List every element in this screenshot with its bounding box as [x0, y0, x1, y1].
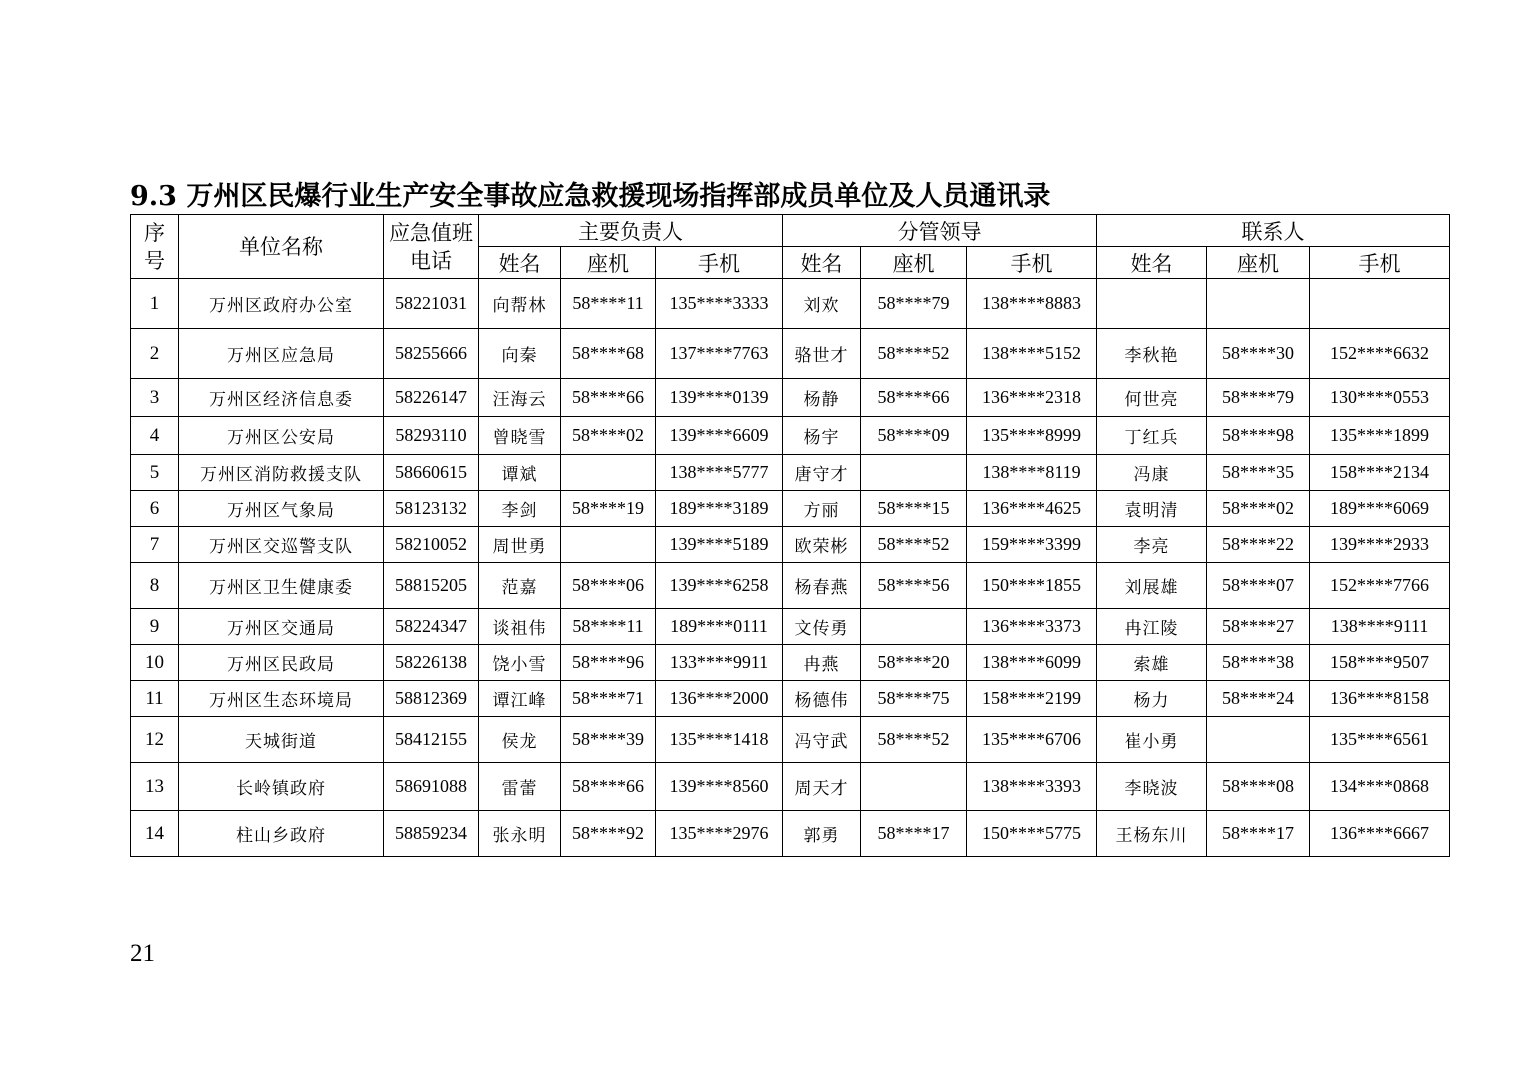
cell-contact-name: 李亮 [1097, 527, 1207, 563]
table-row [131, 717, 1450, 763]
document-title: 9.3 万州区民爆行业生产安全事故应急救援现场指挥部成员单位及人员通讯录 [130, 181, 1051, 212]
cell-contact-landline [1207, 717, 1310, 763]
cell-main-name: 向秦 [479, 329, 561, 379]
cell-contact-mobile: 158****9507 [1310, 645, 1450, 681]
header-deputy-landline: 座机 [861, 247, 967, 279]
table-header [131, 215, 1450, 279]
cell-main-landline [561, 455, 656, 491]
cell-duty-phone: 58412155 [384, 717, 479, 763]
cell-deputy-name: 杨德伟 [783, 681, 861, 717]
cell-main-name: 谭江峰 [479, 681, 561, 717]
table-row [131, 329, 1450, 379]
cell-deputy-landline: 58****17 [861, 811, 967, 857]
cell-deputy-landline [861, 455, 967, 491]
header-group-main: 主要负责人 [479, 215, 783, 247]
cell-main-mobile: 139****8560 [656, 763, 783, 811]
cell-main-name: 侯龙 [479, 717, 561, 763]
cell-duty-phone: 58815205 [384, 563, 479, 609]
cell-deputy-name: 冉燕 [783, 645, 861, 681]
cell-main-landline: 58****11 [561, 279, 656, 329]
cell-main-mobile: 138****5777 [656, 455, 783, 491]
cell-main-name: 汪海云 [479, 379, 561, 417]
cell-contact-mobile: 139****2933 [1310, 527, 1450, 563]
cell-contact-landline: 58****30 [1207, 329, 1310, 379]
cell-main-mobile: 139****5189 [656, 527, 783, 563]
cell-main-name: 向帮林 [479, 279, 561, 329]
cell-contact-landline: 58****24 [1207, 681, 1310, 717]
page-number: 21 [130, 940, 155, 967]
cell-main-landline: 58****02 [561, 417, 656, 455]
table-row [131, 379, 1450, 417]
cell-contact-landline: 58****35 [1207, 455, 1310, 491]
cell-deputy-name: 杨春燕 [783, 563, 861, 609]
cell-contact-mobile: 152****7766 [1310, 563, 1450, 609]
cell-deputy-name: 刘欢 [783, 279, 861, 329]
cell-seq: 11 [131, 681, 179, 717]
cell-contact-name: 李秋艳 [1097, 329, 1207, 379]
header-duty-line1: 应急值班 [389, 220, 473, 245]
cell-contact-mobile: 138****9111 [1310, 609, 1450, 645]
cell-unit: 柱山乡政府 [179, 811, 384, 857]
cell-contact-name: 袁明清 [1097, 491, 1207, 527]
cell-seq: 9 [131, 609, 179, 645]
cell-main-name: 谭斌 [479, 455, 561, 491]
cell-deputy-mobile: 150****5775 [967, 811, 1097, 857]
cell-deputy-mobile: 150****1855 [967, 563, 1097, 609]
table-row [131, 279, 1450, 329]
cell-contact-mobile: 136****6667 [1310, 811, 1450, 857]
table-row [131, 681, 1450, 717]
cell-contact-mobile: 136****8158 [1310, 681, 1450, 717]
cell-main-mobile: 133****9911 [656, 645, 783, 681]
cell-main-landline: 58****68 [561, 329, 656, 379]
header-contact-name: 姓名 [1097, 247, 1207, 279]
cell-main-name: 周世勇 [479, 527, 561, 563]
header-group-deputy: 分管领导 [783, 215, 1097, 247]
cell-deputy-mobile: 136****4625 [967, 491, 1097, 527]
header-group-contact: 联系人 [1097, 215, 1450, 247]
cell-seq: 1 [131, 279, 179, 329]
table-row [131, 455, 1450, 491]
cell-seq: 13 [131, 763, 179, 811]
cell-contact-landline: 58****38 [1207, 645, 1310, 681]
table-row [131, 417, 1450, 455]
cell-seq: 14 [131, 811, 179, 857]
cell-deputy-mobile: 138****3393 [967, 763, 1097, 811]
cell-main-name: 雷蕾 [479, 763, 561, 811]
cell-main-name: 曾晓雪 [479, 417, 561, 455]
cell-deputy-landline [861, 763, 967, 811]
cell-deputy-mobile: 159****3399 [967, 527, 1097, 563]
cell-deputy-landline: 58****52 [861, 527, 967, 563]
cell-main-mobile: 135****3333 [656, 279, 783, 329]
cell-contact-landline [1207, 279, 1310, 329]
cell-deputy-landline: 58****09 [861, 417, 967, 455]
header-deputy-name: 姓名 [783, 247, 861, 279]
cell-contact-name: 索雄 [1097, 645, 1207, 681]
table-row [131, 527, 1450, 563]
table-row [131, 563, 1450, 609]
cell-main-mobile: 135****1418 [656, 717, 783, 763]
cell-main-landline: 58****66 [561, 763, 656, 811]
cell-contact-name: 冉江陵 [1097, 609, 1207, 645]
cell-duty-phone: 58226147 [384, 379, 479, 417]
table-body [131, 279, 1450, 857]
cell-deputy-name: 周天才 [783, 763, 861, 811]
cell-unit: 万州区卫生健康委 [179, 563, 384, 609]
cell-main-mobile: 189****0111 [656, 609, 783, 645]
cell-contact-name [1097, 279, 1207, 329]
cell-main-name: 李剑 [479, 491, 561, 527]
cell-deputy-name: 文传勇 [783, 609, 861, 645]
cell-deputy-name: 冯守武 [783, 717, 861, 763]
cell-main-mobile: 139****0139 [656, 379, 783, 417]
table-row [131, 811, 1450, 857]
cell-contact-mobile: 135****1899 [1310, 417, 1450, 455]
cell-main-name: 范嘉 [479, 563, 561, 609]
cell-main-mobile: 189****3189 [656, 491, 783, 527]
cell-deputy-name: 唐守才 [783, 455, 861, 491]
cell-deputy-landline: 58****52 [861, 329, 967, 379]
cell-contact-landline: 58****07 [1207, 563, 1310, 609]
cell-contact-name: 冯康 [1097, 455, 1207, 491]
cell-seq: 6 [131, 491, 179, 527]
cell-duty-phone: 58812369 [384, 681, 479, 717]
cell-deputy-mobile: 136****2318 [967, 379, 1097, 417]
cell-contact-mobile: 189****6069 [1310, 491, 1450, 527]
cell-unit: 万州区交通局 [179, 609, 384, 645]
cell-main-name: 饶小雪 [479, 645, 561, 681]
header-unit: 单位名称 [179, 215, 384, 279]
cell-deputy-mobile: 138****6099 [967, 645, 1097, 681]
cell-contact-name: 刘展雄 [1097, 563, 1207, 609]
cell-duty-phone: 58226138 [384, 645, 479, 681]
cell-main-name: 张永明 [479, 811, 561, 857]
cell-deputy-landline: 58****75 [861, 681, 967, 717]
cell-deputy-landline: 58****20 [861, 645, 967, 681]
cell-duty-phone: 58221031 [384, 279, 479, 329]
cell-contact-mobile: 135****6561 [1310, 717, 1450, 763]
cell-seq: 2 [131, 329, 179, 379]
cell-deputy-mobile: 135****8999 [967, 417, 1097, 455]
cell-main-landline: 58****39 [561, 717, 656, 763]
header-contact-landline: 座机 [1207, 247, 1310, 279]
header-row-groups [131, 215, 1450, 247]
cell-unit: 万州区交巡警支队 [179, 527, 384, 563]
cell-deputy-landline: 58****15 [861, 491, 967, 527]
cell-main-landline: 58****92 [561, 811, 656, 857]
cell-contact-landline: 58****08 [1207, 763, 1310, 811]
header-seq-line2: 号 [144, 248, 165, 273]
header-duty-phone [384, 215, 479, 279]
cell-deputy-name: 骆世才 [783, 329, 861, 379]
cell-contact-landline: 58****22 [1207, 527, 1310, 563]
cell-deputy-landline: 58****79 [861, 279, 967, 329]
cell-deputy-mobile: 135****6706 [967, 717, 1097, 763]
cell-duty-phone: 58660615 [384, 455, 479, 491]
cell-deputy-landline: 58****52 [861, 717, 967, 763]
cell-seq: 8 [131, 563, 179, 609]
cell-seq: 5 [131, 455, 179, 491]
cell-contact-landline: 58****27 [1207, 609, 1310, 645]
header-main-name: 姓名 [479, 247, 561, 279]
cell-contact-mobile [1310, 279, 1450, 329]
cell-main-mobile: 137****7763 [656, 329, 783, 379]
cell-contact-mobile: 130****0553 [1310, 379, 1450, 417]
cell-unit: 万州区应急局 [179, 329, 384, 379]
contact-table [130, 214, 1450, 857]
cell-unit: 万州区消防救援支队 [179, 455, 384, 491]
cell-deputy-mobile: 138****5152 [967, 329, 1097, 379]
cell-contact-name: 李晓波 [1097, 763, 1207, 811]
cell-deputy-mobile: 138****8883 [967, 279, 1097, 329]
cell-main-landline [561, 527, 656, 563]
cell-unit: 万州区政府办公室 [179, 279, 384, 329]
cell-main-mobile: 139****6609 [656, 417, 783, 455]
cell-duty-phone: 58859234 [384, 811, 479, 857]
cell-deputy-landline: 58****56 [861, 563, 967, 609]
cell-duty-phone: 58691088 [384, 763, 479, 811]
cell-contact-name: 崔小勇 [1097, 717, 1207, 763]
cell-deputy-name: 杨宇 [783, 417, 861, 455]
header-deputy-mobile: 手机 [967, 247, 1097, 279]
cell-main-landline: 58****71 [561, 681, 656, 717]
cell-deputy-name: 欧荣彬 [783, 527, 861, 563]
cell-main-mobile: 139****6258 [656, 563, 783, 609]
cell-seq: 10 [131, 645, 179, 681]
cell-unit: 万州区生态环境局 [179, 681, 384, 717]
cell-duty-phone: 58210052 [384, 527, 479, 563]
cell-deputy-landline: 58****66 [861, 379, 967, 417]
cell-main-landline: 58****06 [561, 563, 656, 609]
cell-contact-mobile: 158****2134 [1310, 455, 1450, 491]
cell-seq: 7 [131, 527, 179, 563]
cell-duty-phone: 58224347 [384, 609, 479, 645]
cell-contact-mobile: 152****6632 [1310, 329, 1450, 379]
cell-contact-landline: 58****79 [1207, 379, 1310, 417]
cell-contact-landline: 58****02 [1207, 491, 1310, 527]
header-duty-line2: 电话 [410, 248, 452, 273]
cell-contact-landline: 58****17 [1207, 811, 1310, 857]
cell-deputy-name: 郭勇 [783, 811, 861, 857]
cell-deputy-mobile: 138****8119 [967, 455, 1097, 491]
cell-main-mobile: 135****2976 [656, 811, 783, 857]
cell-unit: 万州区气象局 [179, 491, 384, 527]
cell-main-landline: 58****11 [561, 609, 656, 645]
cell-contact-name: 丁红兵 [1097, 417, 1207, 455]
cell-main-name: 谈祖伟 [479, 609, 561, 645]
cell-unit: 天城街道 [179, 717, 384, 763]
cell-deputy-landline [861, 609, 967, 645]
cell-duty-phone: 58293110 [384, 417, 479, 455]
header-main-landline: 座机 [561, 247, 656, 279]
cell-unit: 长岭镇政府 [179, 763, 384, 811]
cell-deputy-mobile: 136****3373 [967, 609, 1097, 645]
table-row [131, 609, 1450, 645]
cell-deputy-mobile: 158****2199 [967, 681, 1097, 717]
cell-duty-phone: 58123132 [384, 491, 479, 527]
cell-seq: 3 [131, 379, 179, 417]
cell-deputy-name: 方丽 [783, 491, 861, 527]
table-row [131, 645, 1450, 681]
header-contact-mobile: 手机 [1310, 247, 1450, 279]
cell-main-landline: 58****66 [561, 379, 656, 417]
cell-main-landline: 58****19 [561, 491, 656, 527]
cell-main-landline: 58****96 [561, 645, 656, 681]
header-main-mobile: 手机 [656, 247, 783, 279]
cell-contact-name: 何世亮 [1097, 379, 1207, 417]
cell-contact-name: 杨力 [1097, 681, 1207, 717]
cell-unit: 万州区经济信息委 [179, 379, 384, 417]
cell-contact-mobile: 134****0868 [1310, 763, 1450, 811]
cell-duty-phone: 58255666 [384, 329, 479, 379]
cell-unit: 万州区公安局 [179, 417, 384, 455]
table-row [131, 491, 1450, 527]
cell-seq: 12 [131, 717, 179, 763]
table-row [131, 763, 1450, 811]
header-seq-line1: 序 [144, 220, 165, 245]
cell-contact-name: 王杨东川 [1097, 811, 1207, 857]
cell-contact-landline: 58****98 [1207, 417, 1310, 455]
cell-unit: 万州区民政局 [179, 645, 384, 681]
header-seq [131, 215, 179, 279]
cell-main-mobile: 136****2000 [656, 681, 783, 717]
cell-seq: 4 [131, 417, 179, 455]
cell-deputy-name: 杨静 [783, 379, 861, 417]
